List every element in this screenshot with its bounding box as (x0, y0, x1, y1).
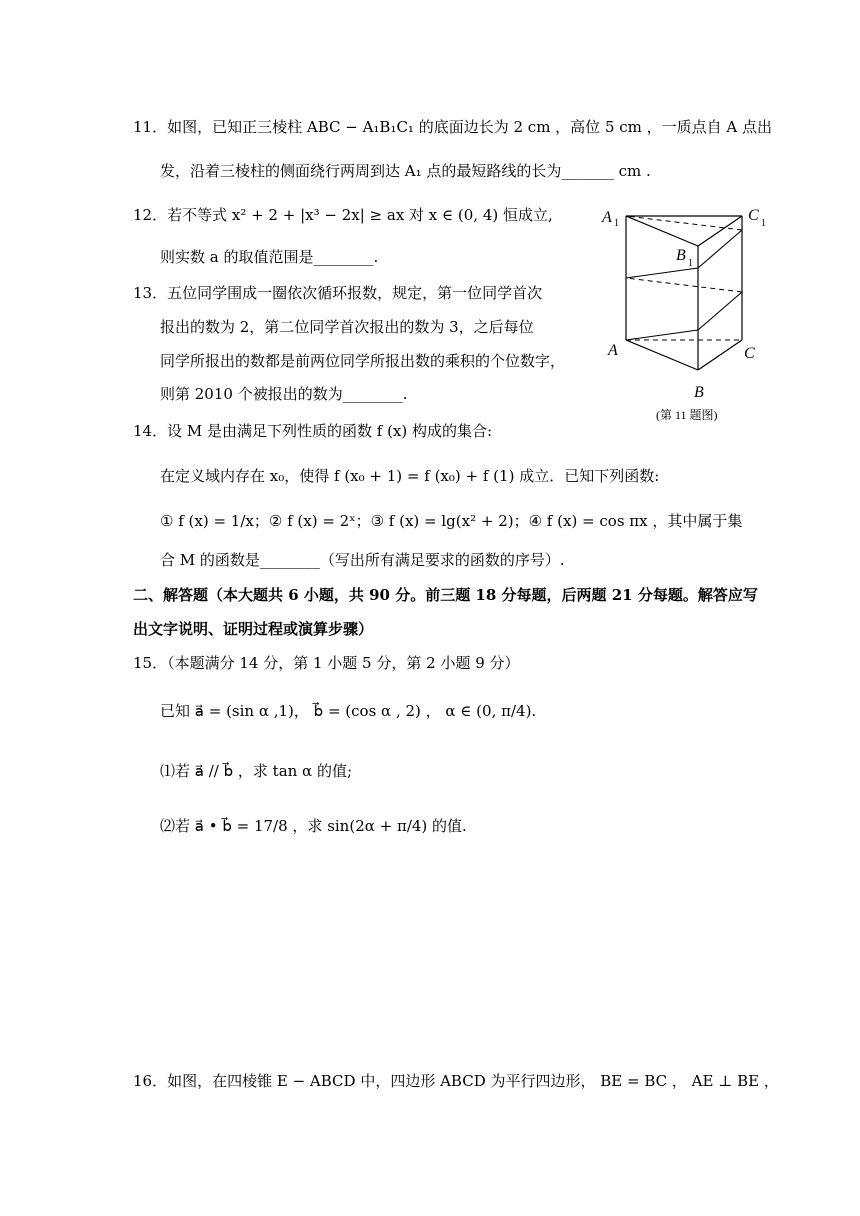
q11-line-1: 11．如图，已知正三棱柱 ABC − A₁B₁C₁ 的底面边长为 2 cm ，高位 5 cm ，一质点自 A 点出 (133, 118, 773, 136)
q15-given: 已知 a⃗ = (sin α ,1)， b⃗ = (cos α , 2) ， α ∈ (0, π/4). (160, 702, 537, 720)
label-B1: B (676, 247, 686, 264)
label-C1: C (748, 207, 759, 224)
q12-line-2: 则实数 a 的取值范围是________. (160, 248, 379, 266)
q13-line-3: 同学所报出的数都是前两位同学所报出数的乘积的个位数字， (160, 352, 566, 370)
label-B1-sub: 1 (688, 258, 693, 269)
figure-caption: (第 11 题图) (656, 408, 718, 422)
q13-line-2: 报出的数为 2，第二位同学首次报出的数为 3，之后每位 (160, 318, 534, 336)
section-2-heading-line-1: 二、解答题（本大题共 6 小题，共 90 分。前三题 18 分每题，后两题 21 分每题。解答应写 (133, 586, 758, 604)
q11-line-2: 发，沿着三棱柱的侧面绕行两周到达 A₁ 点的最短路线的长为_______ cm . (160, 162, 651, 180)
label-B: B (694, 384, 704, 401)
q14-line-3: ① f (x) = 1/x；② f (x) = 2ˣ；③ f (x) = lg(x² + 2)；④ f (x) = cos πx ，其中属于集 (160, 512, 743, 530)
q14-line-2: 在定义域内存在 x₀，使得 f (x₀ + 1) = f (x₀) + f (1) 成立．已知下列函数: (160, 467, 660, 485)
label-A1: A (602, 209, 612, 226)
prism-figure (590, 200, 780, 425)
q15-part-2: ⑵若 a⃗ • b⃗ = 17/8 ，求 sin(2α + π/4) 的值. (160, 817, 467, 835)
q15-header: 15．（本题满分 14 分，第 1 小题 5 分，第 2 小题 9 分） (133, 654, 520, 672)
label-C: C (744, 345, 755, 362)
q13-line-4: 则第 2010 个被报出的数为________. (160, 385, 408, 403)
label-A1-sub: 1 (614, 218, 619, 229)
label-A: A (608, 342, 618, 359)
q16-line-1: 16．如图，在四棱锥 E − ABCD 中，四边形 ABCD 为平行四边形， BE = BC ， AE ⊥ BE ， (133, 1072, 779, 1090)
label-C1-sub: 1 (761, 218, 766, 229)
q14-line-4: 合 M 的函数是________（写出所有满足要求的函数的序号）. (160, 551, 565, 569)
q12-line-1: 12．若不等式 x² + 2 + |x³ − 2x| ≥ ax 对 x ∈ (0, 4) 恒成立, (133, 206, 553, 224)
q14-line-1: 14．设 M 是由满足下列性质的函数 f (x) 构成的集合: (133, 422, 493, 440)
q13-line-1: 13．五位同学围成一圈依次循环报数，规定，第一位同学首次 (133, 284, 543, 302)
q15-part-1: ⑴若 a⃗ // b⃗ ，求 tan α 的值; (160, 762, 353, 780)
section-2-heading-line-2: 出文字说明、证明过程或演算步骤） (133, 620, 374, 638)
